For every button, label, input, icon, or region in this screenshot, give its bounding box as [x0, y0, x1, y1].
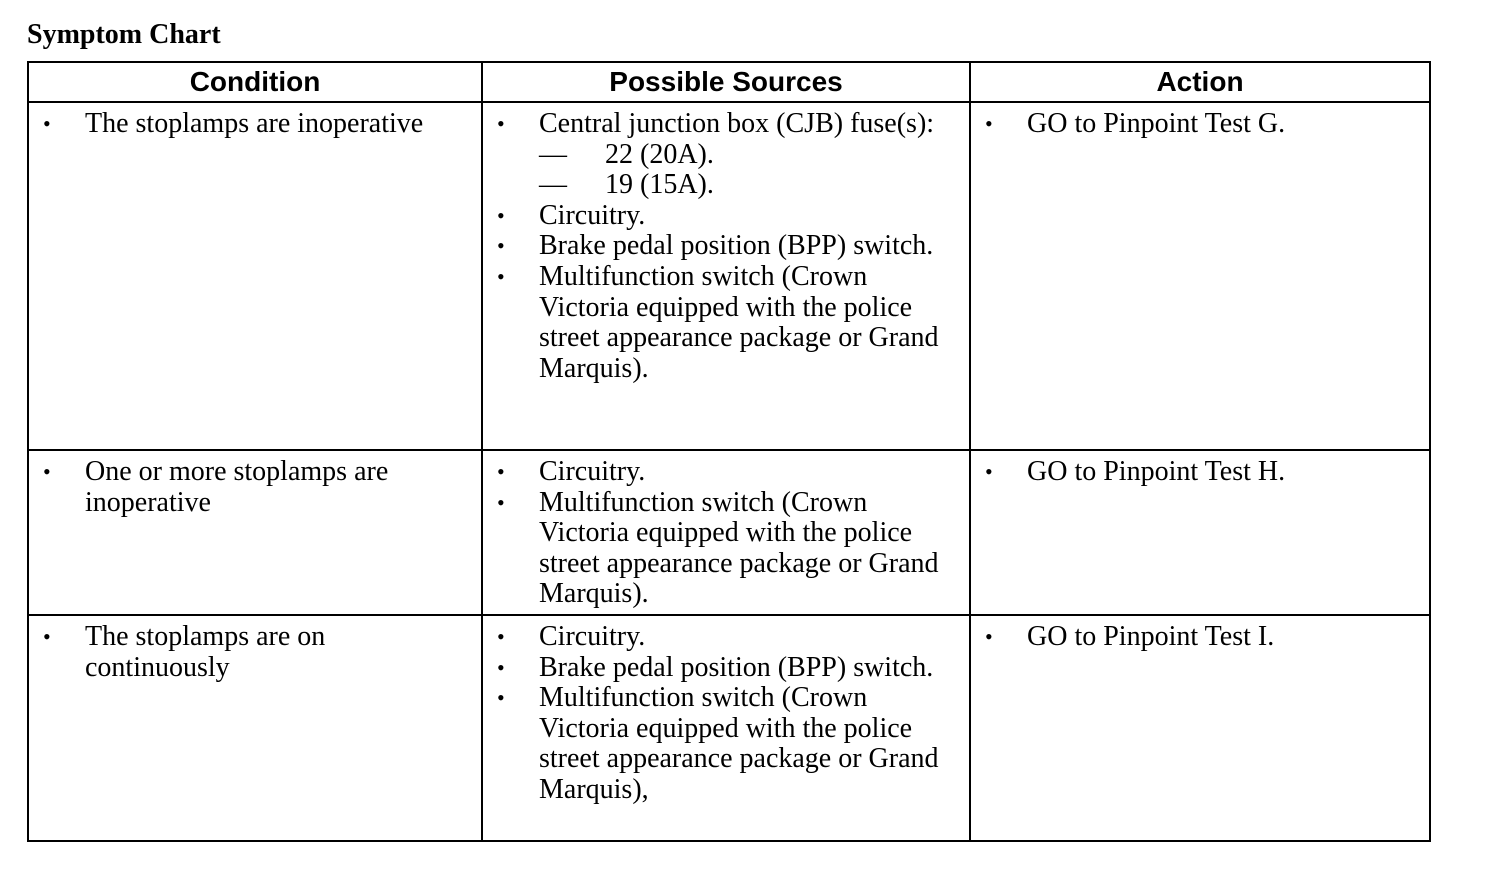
bullet-icon: •	[497, 685, 505, 711]
sources-cell	[482, 102, 970, 450]
list-item	[483, 488, 969, 610]
action-text: GO to Pinpoint Test H.	[1027, 456, 1286, 487]
symptom-chart-table	[27, 61, 1431, 842]
condition-cell	[28, 615, 482, 841]
source-text: Multifunction switch (Crown Victoria equipped with the police street appearance package or Grand Marquis).	[539, 260, 939, 384]
bullet-icon: •	[43, 459, 51, 484]
sources-cell	[482, 450, 970, 615]
list-item	[29, 109, 481, 140]
condition-text: The stoplamps are inoperative	[85, 108, 424, 139]
bullet-icon: •	[985, 111, 993, 136]
list-item	[483, 683, 969, 805]
action-cell	[970, 102, 1430, 450]
action-text: GO to Pinpoint Test G.	[1027, 108, 1286, 139]
list-item	[483, 622, 969, 653]
list-item	[971, 457, 1429, 488]
bullet-icon: •	[43, 624, 51, 649]
list-item	[483, 457, 969, 488]
column-header-possible-sources: Possible Sources	[482, 62, 970, 102]
list-item	[483, 201, 969, 232]
action-text: GO to Pinpoint Test I.	[1027, 621, 1275, 652]
list-item	[29, 622, 481, 683]
table-row	[28, 450, 1430, 615]
list-item	[971, 109, 1429, 140]
condition-cell	[28, 102, 482, 450]
page-title: Symptom Chart	[27, 19, 221, 50]
fuse-text: 22 (20A).	[605, 138, 714, 170]
column-header-condition: Condition	[28, 62, 482, 102]
bullet-icon: •	[497, 489, 505, 515]
condition-cell	[28, 450, 482, 615]
bullet-icon: •	[497, 654, 505, 680]
list-item	[483, 653, 969, 684]
condition-text: The stoplamps are on continuously	[85, 621, 326, 683]
source-text: Brake pedal position (BPP) switch.	[539, 230, 934, 262]
source-text: Multifunction switch (Crown Victoria equipped with the police street appearance package or Grand Marquis).	[539, 486, 939, 610]
source-text: Circuitry.	[539, 456, 646, 487]
source-text: Central junction box (CJB) fuse(s):	[539, 108, 935, 139]
source-text: Circuitry.	[539, 199, 646, 231]
list-item	[483, 109, 969, 201]
list-item	[483, 231, 969, 262]
bullet-icon: •	[985, 624, 993, 649]
bullet-icon: •	[985, 459, 993, 484]
bullet-icon: •	[497, 233, 505, 259]
bullet-icon: •	[497, 624, 505, 649]
sub-list-item	[539, 170, 959, 201]
table-header-row	[28, 62, 1430, 102]
bullet-icon: •	[497, 459, 505, 484]
source-text: Circuitry.	[539, 621, 646, 652]
action-cell	[970, 450, 1430, 615]
bullet-icon: •	[497, 202, 505, 228]
source-text: Multifunction switch (Crown Victoria equipped with the police street appearance package or Grand Marquis),	[539, 682, 939, 805]
list-item	[971, 622, 1429, 653]
sub-list-item	[539, 140, 959, 171]
bullet-icon: •	[497, 111, 505, 136]
fuse-text: 19 (15A).	[605, 169, 714, 201]
table-row	[28, 615, 1430, 841]
table-row	[28, 102, 1430, 450]
bullet-icon: •	[43, 111, 51, 136]
source-text: Brake pedal position (BPP) switch.	[539, 651, 934, 683]
list-item	[29, 457, 481, 518]
action-cell	[970, 615, 1430, 841]
list-item	[483, 262, 969, 384]
dash-icon: —	[539, 138, 567, 170]
sources-cell	[482, 615, 970, 841]
dash-icon: —	[539, 169, 567, 201]
condition-text: One or more stoplamps are inoperative	[85, 456, 389, 518]
column-header-action: Action	[970, 62, 1430, 102]
bullet-icon: •	[497, 263, 505, 289]
